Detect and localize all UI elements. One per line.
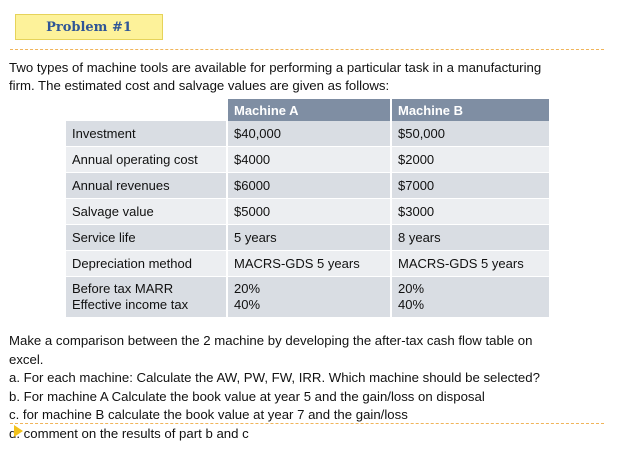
instruction-line: excel. (9, 351, 44, 367)
table-header-row (66, 99, 551, 121)
intro-line: Two types of machine tools are available for performing a particular task in a manufacturing (9, 60, 542, 75)
intro-line: firm. The estimated cost and salvage values are given as follows: (9, 78, 390, 93)
row-label: Annual operating cost (66, 147, 228, 173)
machine-b-value: $2000 (392, 147, 551, 173)
table-row (66, 121, 551, 147)
value-line: 20% (398, 281, 425, 296)
value-line: 40% (234, 297, 261, 312)
table-row (66, 251, 551, 277)
intro-text (9, 59, 609, 95)
row-label: Annual revenues (66, 173, 228, 199)
table-row (66, 277, 551, 318)
row-label: Salvage value (66, 199, 228, 225)
machine-b-value: $7000 (392, 173, 551, 199)
machine-a-value (228, 277, 392, 318)
machine-b-value: $50,000 (392, 121, 551, 147)
machine-a-value: 5 years (228, 225, 392, 251)
instruction-line: c. for machine B calculate the book value at year 7 and the gain/loss (9, 407, 408, 422)
instruction-line: a. For each machine: Calculate the AW, PW, FW, IRR. Which machine should be selected? (9, 370, 540, 385)
header-blank (66, 99, 228, 121)
table-row (66, 147, 551, 173)
machine-comparison-table (66, 99, 551, 318)
row-label (66, 277, 228, 318)
row-label-line: Before tax MARR (72, 281, 174, 296)
table-row (66, 199, 551, 225)
top-divider (10, 49, 604, 50)
table-row (66, 173, 551, 199)
instruction-line: b. For machine A Calculate the book value at year 5 and the gain/loss on disposal (9, 388, 485, 404)
machine-a-value: MACRS-GDS 5 years (228, 251, 392, 277)
machine-a-value: $4000 (228, 147, 392, 173)
machine-b-value: MACRS-GDS 5 years (392, 251, 551, 277)
machine-b-value: $3000 (392, 199, 551, 225)
machine-a-value: $6000 (228, 173, 392, 199)
row-label: Depreciation method (66, 251, 228, 277)
problem-title: Problem #1 (15, 14, 163, 40)
machine-b-value (392, 277, 551, 318)
play-arrow-icon (14, 425, 23, 437)
table-row (66, 225, 551, 251)
instructions-text (9, 332, 609, 443)
header-machine-b: Machine B (392, 99, 551, 121)
instruction-line: Make a comparison between the 2 machine by developing the after-tax cash flow table on (9, 333, 533, 348)
machine-a-value: $40,000 (228, 121, 392, 147)
bottom-divider (10, 423, 604, 424)
row-label: Investment (66, 121, 228, 147)
row-label-line: Effective income tax (72, 297, 189, 312)
row-label: Service life (66, 225, 228, 251)
instruction-line: d. comment on the results of part b and c (9, 425, 249, 441)
value-line: 40% (398, 297, 425, 312)
machine-b-value: 8 years (392, 225, 551, 251)
machine-a-value: $5000 (228, 199, 392, 225)
value-line: 20% (234, 281, 261, 296)
header-machine-a: Machine A (228, 99, 392, 121)
